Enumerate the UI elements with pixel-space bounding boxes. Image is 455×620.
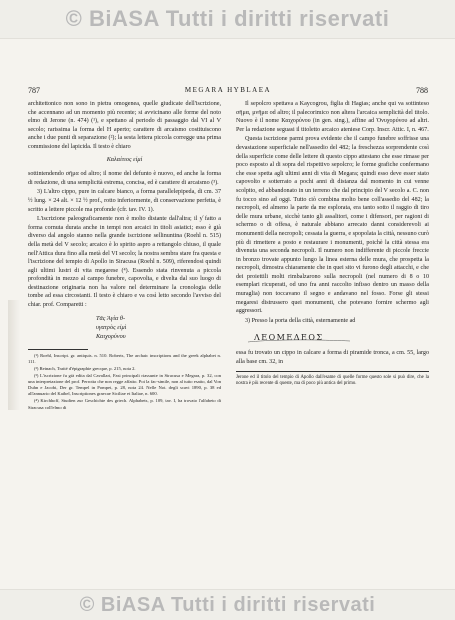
footnote-divider [28, 349, 88, 350]
caption: Jerone ed il titolo del tempio di Apollo dall'esame di quelle forme questo sole si può dire, che la nostra è più recente di queste, ma di poco più antica del primo. [236, 374, 429, 387]
running-head [28, 86, 428, 98]
watermark-bottom: © BiASA Tutti i diritti riservati [0, 589, 455, 620]
page-number-left: 787 [28, 86, 40, 95]
inscription-figure-drawing [246, 331, 356, 345]
right-column [236, 100, 429, 387]
inscription-line: Καιχορύνου [96, 332, 126, 340]
paragraph: Il sepolcro spettava a Kaycogrou, figlia di Hagias; anche qui va sottinteso σῆμα, μνῆμα od altro; il palecorimico non altera l'arcaica semplicità del titolo. Nuovo è il nome Καιχορύνου (in gen. sing.), affine ad Ὀνυχορύνου ad altri. Per la redazione seguasi il titoletto arcaico ateniese Corp. Inscr. Attic. I, n. 467. [236, 101, 429, 133]
paragraph: architettonico non sono in pietra omogenea, quelle giudicate dell'iscrizione, che accennano ad un momento più recente; si avvicinano alle forme del noto elmo di Jerone (n. 474) (¹), e spettano al periodo di passaggio dal VI al V secolo; rarissima la forma del H aperto; carattere di arcaismo costituiscono anche i due punti di separazione (²); la sesta lettera piccola corregge una prima commissione del lapicida. Il testo è chiaro [28, 101, 221, 150]
footnote: (⁴) Kirchhoff, Studien zur Geschichte des griech. Alphabets, p. 109, tav. I, ha trovato l'alfabeto di Siracusa coll'elmo di [28, 398, 221, 410]
page-title: MEGARA HYBLAEA [184, 86, 272, 94]
footnote: (³) L'iscrizione fu già edita dal Cavallari, Fasi principali riassunte in Siracusa e Megara, p. 32, con una interpretazione del prof. Perrotta che non regge affatto. Poi la fac-simile, non al tutto esatto, dal Von Duhn e Jacobi, Der gr. Tempel in Pompei, p. 28, nota 24. Nelle Not. degli scavi 1890, p. 38 ed all'annuario del Kaibel, Inscriptiones graecae Siciliae et Italiae, n. 600. [28, 372, 221, 397]
page-number-right: 788 [416, 86, 428, 95]
watermark-top: © BiASA Tutti i diritti riservati [0, 0, 455, 39]
footnote: (²) Reinach, Traité d'épigraphie grecque, p. 215, nota 2. [34, 365, 136, 371]
paragraph: Questa iscrizione parmi prova evidente che il campo funebre soffrisse una devastazione superficiale nell'assedio del 482; la freschezza sorprendente così della superficie come delle lettere di questo cippo attestano che esse rimase per poco esposto al di sopra del rispettivo sepolcro; le forme grafiche confermano che esse spetta agli ultimi anni di vita di Megara; quindi esso deve esser stato capovolto e sotterrato a pochi anni di distanza dal momento in cui venne scolpito, ed abbandonato in un terreno che dal principio del V secolo a. C. non fu tocco sino ad oggi. Tutto ciò combina molto bene coll'assedio del 482; la necropoli, ed almeno la parte da me esplorata, era tanto sotto il raggio di tiro delle mura urbane, sicchè tanto gli assalitori, come i difensori, per ragioni di schermo o di offesa, è naturale abbiano arrecato danni considerevoli ai monumenti della necropoli; cessata la guerra, e spopolata la città, nessuno curò più di rimettere a posto e restaurare i monumenti, poichè la città stessa era divenuta una seconda necropoli. Il numero non indifferente di piccole freccie in bronzo trovate appunto lungo la linea esterna delle mura, che prospetta la necropoli, dimostra chiaramente che in quei sito vi furono degli attacchi, e che dei proiettili molti rimbalzarono sulla necropoli (nel numero di 8 o 10 esemplari ricuperati, od uno fra anni raccolto infisso dentro un masso della muraglia) non toccavano il segno e andavano nel fosso. Forse gli stessi megaresi distrussero quei monumenti, che potevano fornire schermo agli aggressori. [236, 136, 429, 315]
inscription-figure-text: ΛΕΟΜΕΔΕΟΣ [254, 333, 324, 343]
inscription-line: υγατρὸς εἰμὶ [96, 323, 127, 331]
paragraph: L'iscrizione paleograficamente non è molto distante dall'altra; il ƴ fatto a forma cornuta durata anche in tempi non arcaici in titoli asiatici; esso è già diverso dal angolo stanno nella grande iscrizione sellinuntina (Roehl n. 515) della metà del V secolo; arcaico è lo spirito aspro a rettangolo chiuso, il quale nell'Attica dura fino alla metà del VI secolo; la nostra sembra stare fra questa e l'iscrizione del tempio di Apollo in Siracusa (Roehl n. 509), riferendosi quindi agli ultimi lustri di vita megarese (⁴). Essendo stata rinvenuta a piccola profondità in mezzo al campo funebre, capovolta, e divelta dal suo luogo di destinazione originaria non ha valore nel determinare la cronologia delle tombe ad essa circostanti. Il testo è chiaro e va così letto secondo l'avviso del chiar. prof. Comparetti : [28, 216, 221, 309]
inscription-figure [236, 331, 429, 345]
footnotes [28, 353, 221, 411]
paragraph: sottintendendo σῆμα od altro; il nome del defunto è nuovo, ed anche la forma di redazione, di una semplicità estrema, concisa, ed è carattere di arcaismo (³). [28, 171, 221, 186]
footnote: (¹) Roehl, Inscript. gr. antiquis. n. 510. Roberts, The archaic inscriptions and the greek alphabet n. 111. [28, 352, 221, 364]
left-column [28, 100, 221, 411]
greek-inscription-line: Καλαίτιος εἰμί [106, 155, 143, 163]
page-stain [8, 300, 20, 410]
paragraph: 3) Presso la porta della città, esternamente ad [245, 317, 356, 324]
paragraph: 3) L'altro cippo, pure in calcare bianco, a forma parallelepipeda, di cm. 37 ½ lung. × 24 alt. × 12 ½ prof., rotto inferiormente, di conservazione perfetta, è scritto a lettere piccole ma profonde (cfr. tav. IV. 1). [28, 189, 221, 213]
caption-divider [236, 371, 429, 372]
inscription-text [96, 314, 221, 341]
inscription-line: Τᾶς Ἀγία θ- [96, 314, 126, 322]
paragraph: essa fu trovato un cippo in calcare a forma di piramide tronca, a cm. 55, largo alla base cm. 32, in [236, 350, 429, 366]
